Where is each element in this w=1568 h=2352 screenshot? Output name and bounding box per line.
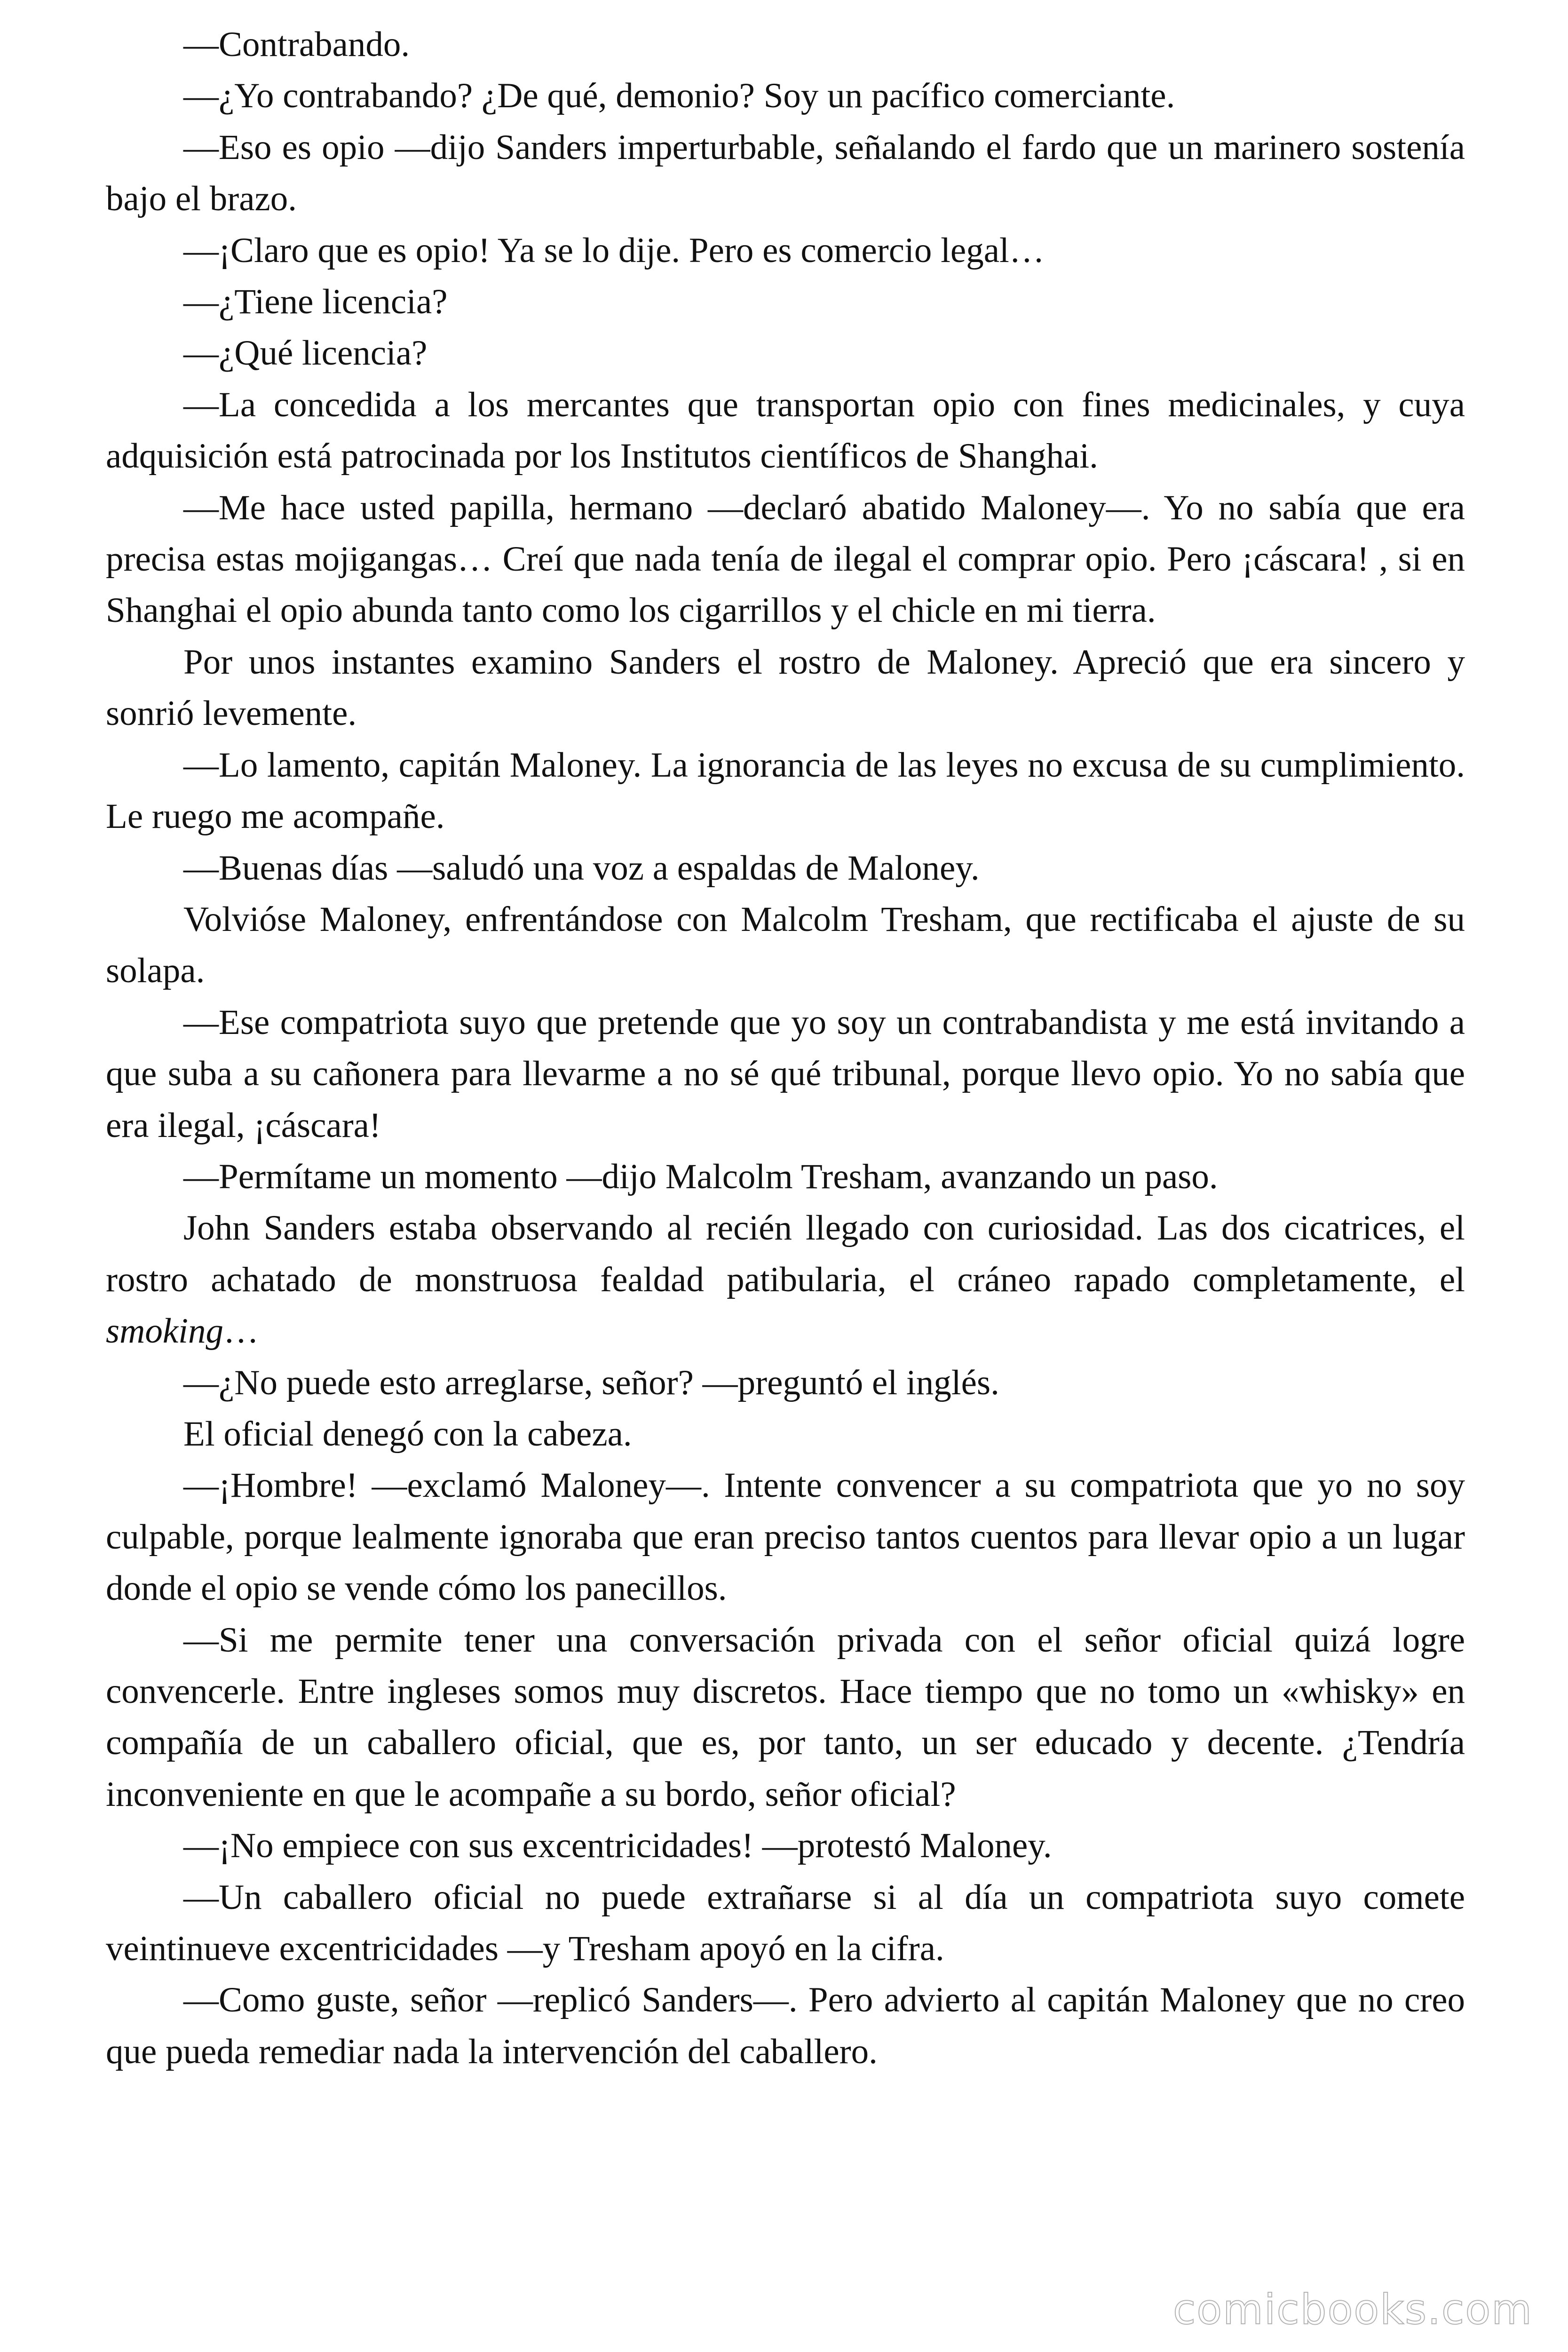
paragraph: —La concedida a los mercantes que transportan opio con fines medicinales, y cuya adquisición está patrocinada por los Institutos científicos de Shanghai.	[106, 385, 1465, 476]
paragraph: —¿Tiene licencia?	[183, 282, 448, 322]
paragraph: —Como guste, señor —replicó Sanders—. Pero advierto al capitán Maloney que no creo que pueda remediar nada la intervención del caballero.	[106, 1980, 1465, 2071]
paragraph: —Un caballero oficial no puede extrañarse si al día un compatriota suyo comete veintinueve excentricidades —y Tresham apoyó en la cifra.	[106, 1877, 1465, 1969]
paragraph: —¿No puede esto arreglarse, señor? —preguntó el inglés.	[183, 1363, 999, 1402]
paragraph: El oficial denegó con la cabeza.	[183, 1414, 632, 1454]
page-text	[106, 19, 1465, 2077]
paragraph: —¡No empiece con sus excentricidades! —protestó Maloney.	[183, 1826, 1052, 1866]
paragraph: —Si me permite tener una conversación privada con el señor oficial quizá logre convencerle. Entre ingleses somos muy discretos. Hace tiempo que no tomo un «whisky» en compañía de un caballero oficial, que es, por tanto, un ser educado y decente. ¿Tendría inconveniente en que le acompañe a su bordo, señor oficial?	[106, 1620, 1465, 1814]
paragraph: —Buenas días —saludó una voz a espaldas de Maloney.	[183, 848, 980, 888]
paragraph: —¡Claro que es opio! Ya se lo dije. Pero es comercio legal…	[183, 230, 1045, 270]
paragraph: —Lo lamento, capitán Maloney. La ignorancia de las leyes no excusa de su cumplimiento. Le ruego me acompañe.	[106, 745, 1465, 836]
paragraph: Volvióse Maloney, enfrentándose con Malcolm Tresham, que rectificaba el ajuste de su solapa.	[106, 899, 1465, 991]
paragraph-text: John Sanders estaba observando al recién llegado con curiosidad. Las dos cicatrices, el rostro achatado de monstruosa fealdad patibularia, el cráneo rapado completamente, el	[106, 1208, 1465, 1299]
paragraph: —¡Hombre! —exclamó Maloney—. Intente convencer a su compatriota que yo no soy culpable, porque lealmente ignoraba que eran preciso tantos cuentos para llevar opio a un lugar donde el opio se vende cómo los panecillos.	[106, 1466, 1465, 1608]
paragraph-text: …	[223, 1311, 259, 1351]
paragraph: —¿Qué licencia?	[183, 334, 428, 373]
italic-word: smoking	[106, 1311, 223, 1351]
paragraph: —Ese compatriota suyo que pretende que yo soy un contrabandista y me está invitando a que suba a su cañonera para llevarme a no sé qué tribunal, porque llevo opio. Yo no sabía que era ilegal, ¡cáscara!	[106, 1002, 1465, 1145]
paragraph: —¿Yo contrabando? ¿De qué, demonio? Soy un pacífico comerciante.	[183, 76, 1175, 116]
watermark: comicbooks.com	[1172, 2285, 1533, 2334]
paragraph	[106, 1202, 1465, 1357]
paragraph: —Permítame un momento —dijo Malcolm Tresham, avanzando un paso.	[183, 1157, 1218, 1196]
paragraph: —Eso es opio —dijo Sanders imperturbable, señalando el fardo que un marinero sostenía bajo el brazo.	[106, 127, 1465, 219]
paragraph: Por unos instantes examino Sanders el rostro de Maloney. Apreció que era sincero y sonrió levemente.	[106, 642, 1465, 733]
paragraph: —Me hace usted papilla, hermano —declaró abatido Maloney—. Yo no sabía que era precisa estas mojigangas… Creí que nada tenía de ilegal el comprar opio. Pero ¡cáscara! , si en Shanghai el opio abunda tanto como los cigarrillos y el chicle en mi tierra.	[106, 488, 1465, 630]
paragraph: —Contrabando.	[183, 25, 410, 64]
